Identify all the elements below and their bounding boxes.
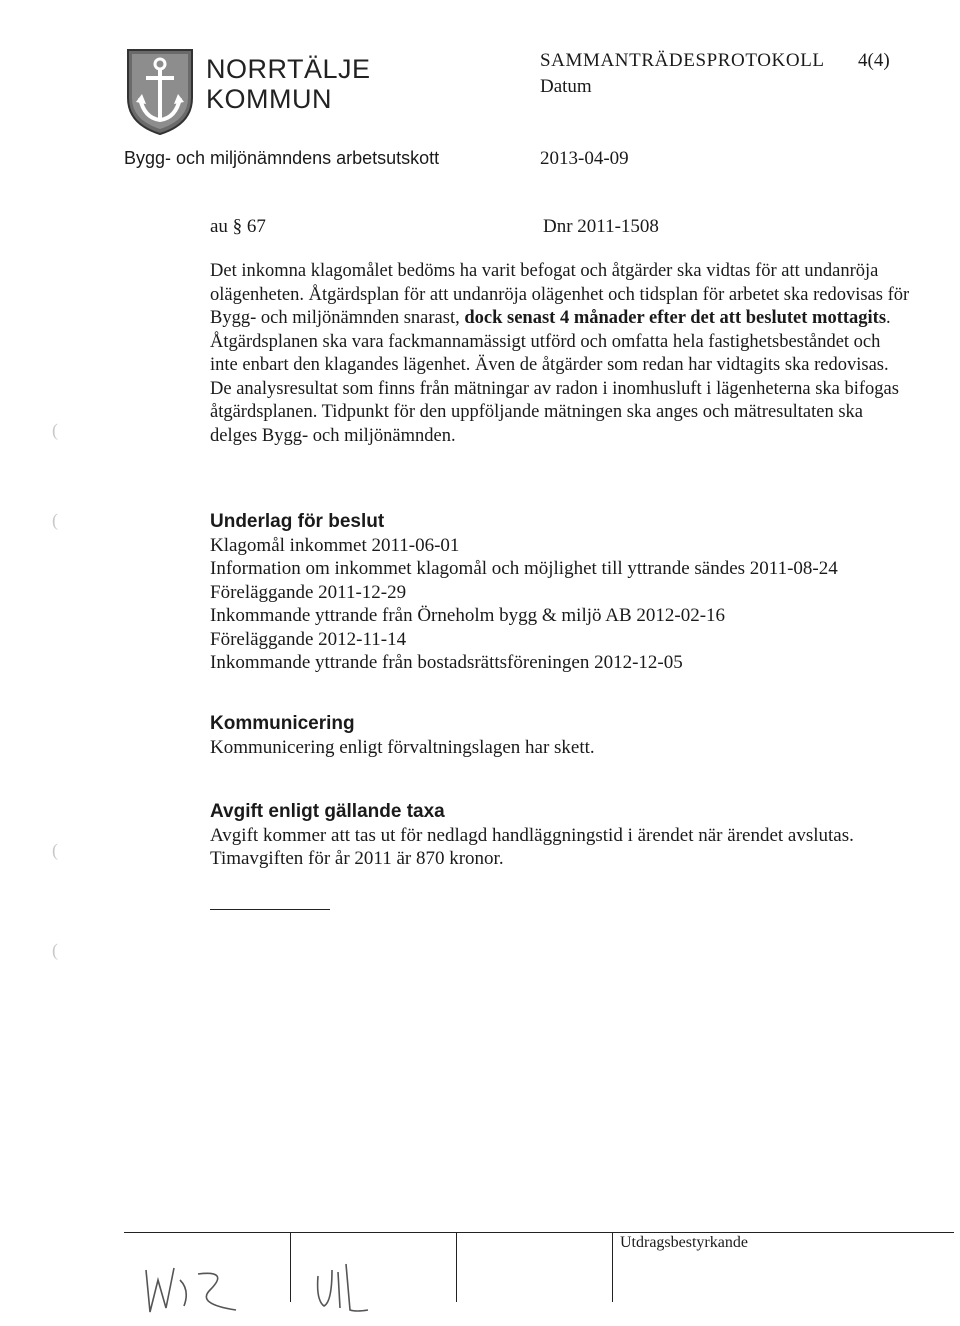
- underlag-heading: Underlag för beslut: [210, 511, 385, 532]
- footer-divider: [290, 1232, 291, 1302]
- footer-divider: [612, 1232, 613, 1302]
- margin-mark: (: [52, 420, 58, 440]
- signature-initials-2: [310, 1250, 380, 1325]
- underlag-item: Klagomål inkommet 2011-06-01: [210, 534, 460, 556]
- underlag-item: Föreläggande 2011-12-29: [210, 581, 407, 603]
- kommunicering-heading: Kommunicering: [210, 713, 355, 734]
- underlag-section: [210, 510, 838, 675]
- paragraph-number: au § 67: [210, 216, 266, 237]
- signature-initials-1: [140, 1250, 260, 1325]
- meeting-date: 2013-04-09: [540, 148, 629, 169]
- document-title: SAMMANTRÄDESPROTOKOLL: [540, 50, 825, 71]
- page-number: 4(4): [858, 50, 890, 71]
- committee-name: Bygg- och miljönämndens arbetsutskott: [124, 148, 440, 168]
- footer-rule: [124, 1232, 954, 1233]
- brand-line-2: KOMMUN: [206, 84, 332, 114]
- decision-paragraph: [210, 260, 910, 448]
- underlag-item: Information om inkommet klagomål och möjlighet till yttrande sändes 2011-08-24: [210, 558, 838, 579]
- end-rule: [210, 909, 330, 910]
- case-number: Dnr 2011-1508: [543, 216, 659, 237]
- underlag-item: Inkommande yttrande från Örneholm bygg & miljö AB 2012-02-16: [210, 605, 726, 626]
- datum-label: Datum: [540, 76, 592, 97]
- utdragsbestyrkande-label: Utdragsbestyrkande: [620, 1234, 748, 1251]
- municipality-coat-of-arms-icon: [124, 46, 196, 136]
- kommunicering-section: [210, 712, 595, 759]
- avgift-line: Avgift kommer att tas ut för nedlagd handläggningstid i ärendet när ärendet avslutas.: [210, 824, 854, 846]
- footer-divider: [456, 1232, 457, 1302]
- municipality-name: [206, 54, 371, 114]
- underlag-item: Inkommande yttrande från bostadsrättsföreningen 2012-12-05: [210, 652, 683, 673]
- underlag-item: Föreläggande 2012-11-14: [210, 628, 407, 650]
- kommunicering-text: Kommunicering enligt förvaltningslagen har skett.: [210, 736, 595, 758]
- avgift-heading: Avgift enligt gällande taxa: [210, 801, 445, 822]
- margin-mark: (: [52, 510, 58, 530]
- avgift-line: Timavgiften för år 2011 är 870 kronor.: [210, 848, 504, 869]
- avgift-section: [210, 800, 854, 871]
- brand-line-1: NORRTÄLJE: [206, 54, 371, 84]
- decision-text-lead: Det inkomna klagomålet bedöms ha varit befogat och åtgärder ska vidtas för att undanröja olägenheten. Åtgärdsplan för att undanröja olägenhet och tidsplan för arbetet ska redovisas för Bygg- och miljönämnden snarast,: [210, 261, 910, 328]
- margin-mark: (: [52, 940, 58, 960]
- decision-deadline-bold: dock senast 4 månader efter det att beslutet mottagits: [464, 308, 887, 328]
- decision-text-rest: . Åtgärdsplanen ska vara fackmannamässigt utförd och omfatta hela fastighetsbeståndet och inte enbart den klagandes lägenhet. Även de åtgärder som redan har vidtagits ska redovisas. De analysresultat som finns från mätningar av radon i inomhusluft i lägenheterna ska bifogas åtgärdsplanen. Tidpunkt för den uppföljande mätningen ska anges och mätresultaten ska delges Bygg- och miljönämnden.: [210, 308, 899, 446]
- margin-mark: (: [52, 840, 58, 860]
